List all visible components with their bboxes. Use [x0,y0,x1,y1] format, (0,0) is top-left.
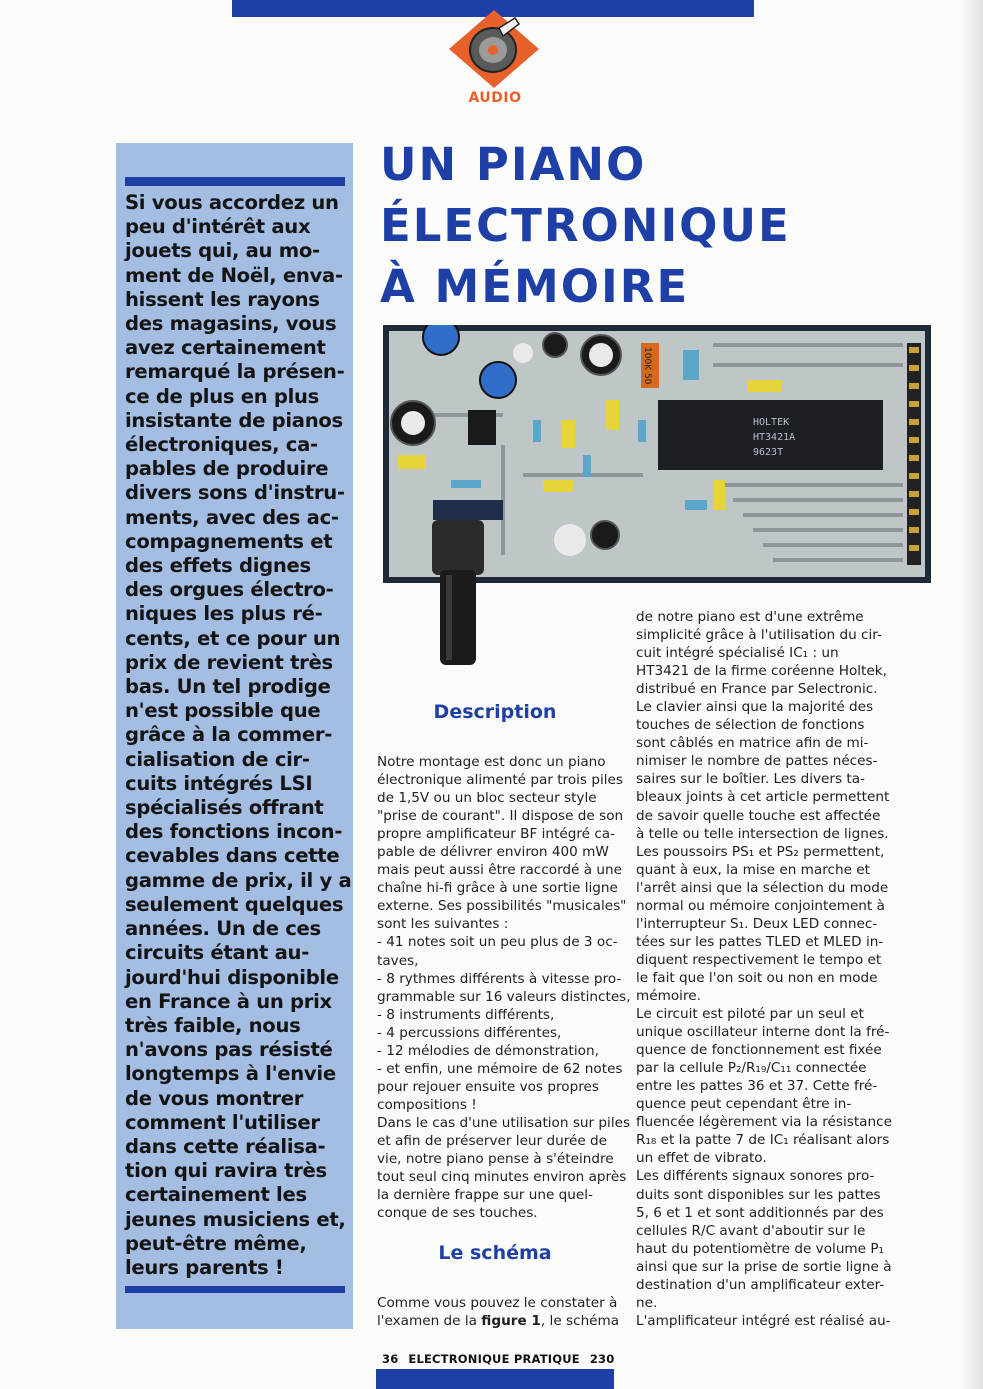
text-line: duits sont disponibles sur les pattes [636,1186,881,1203]
sidebar-rule-top [125,177,345,186]
text-line: Si vous accordez un [125,191,339,214]
text-line: cuits intégrés LSI [125,771,313,795]
text-line: en France à un prix [125,989,332,1013]
text-line: entre les pattes 36 et 37. Cette fré- [636,1078,878,1095]
text-line: jourd'hui disponible [125,965,339,989]
text-line: des orgues électro- [125,578,334,602]
text-line: des magasins, vous [125,312,337,336]
text-line: l'arrêt ainsi que la sélection du mode [636,879,889,896]
intro-text [125,191,352,1280]
text-line: Le clavier ainsi que la majorité des [636,699,874,716]
text-line: pables de produire [125,457,329,481]
text-line: seulement quelques [125,892,344,916]
text-line: cents, et ce pour un [125,626,341,650]
text-line: cevables dans cette [125,844,340,868]
text-line: par la cellule P₂/R₁₉/C₁₁ connectée [636,1060,867,1077]
text-line: prix de revient très [125,650,333,674]
text-line: certainement les [125,1183,307,1207]
text-line: années. Un de ces [125,917,321,941]
title-line: UN PIANO [380,138,647,191]
text-line: ainsi que sur la prise de sortie ligne à [636,1258,892,1275]
text-line: mémoire. [636,987,701,1004]
text-line: 5, 6 et 1 et sont additionnés par des [636,1204,884,1221]
chip-code: 9623T [753,447,784,458]
text-line: niques les plus ré- [125,602,323,626]
figure-reference: figure 1 [481,1313,541,1330]
text-line: bas. Un tel prodige [125,675,331,699]
article-title [380,134,791,317]
text-line: Notre montage est donc un piano [377,754,606,770]
text-line: jeunes musiciens et, [125,1207,346,1231]
text-line: L'amplificateur intégré est réalisé au- [636,1312,891,1329]
text-line: jouets qui, au mo- [125,239,320,263]
text-line: circuits étant au- [125,941,310,965]
text-line: cialisation de cir- [125,747,310,771]
text-line: ments, avec des ac- [125,505,339,529]
text-line: Le circuit est piloté par un seul et [636,1006,864,1023]
section-heading-description: Description [433,701,557,723]
text-line: - et enfin, une mémoire de 62 notes [377,1060,623,1077]
text-line: la dernière frappe sur une quel- [377,1187,593,1204]
text-line: tout seul cinq minutes environ après [377,1169,627,1186]
text-line: de 1,5V ou un bloc secteur style [377,790,597,807]
text-line: de vous montrer [125,1086,304,1110]
text-line: - 8 rythmes différents à vitesse pro- [377,970,622,987]
text-line: externe. Ses possibilités "musicales" [377,898,627,915]
text-line: chaîne hi-fi grâce à une sortie ligne [377,880,618,897]
text-line: de savoir quelle touche est affectée [636,807,881,824]
text-line: le fait que l'on soit ou non en mode [636,969,878,986]
chip-brand: HOLTEK [753,417,790,428]
text-line: électronique alimenté par trois piles [377,772,623,789]
text-line: haut du potentiomètre de volume P₁ [636,1240,885,1257]
text-line: tion qui ravira très [125,1159,327,1183]
issue-number: 230 [589,1352,615,1366]
text-line: longtemps à l'envie [125,1062,336,1086]
text-line: Dans le cas d'une utilisation sur piles [377,1114,631,1131]
text-line: spécialisés offrant [125,796,324,820]
text-line: Les poussoirs PS₁ et PS₂ permettent, [636,843,885,860]
text-line: dans cette réalisa- [125,1134,326,1158]
text-line: sont câblés en matrice afin de mi- [636,735,869,752]
text-line: - 41 notes soit un peu plus de 3 oc- [377,934,618,951]
bottom-color-bar [376,1369,614,1389]
text-line: ce de plus en plus [125,384,320,408]
text-line: taves, [377,952,419,969]
text-line: unique oscillateur interne dont la fré- [636,1024,890,1041]
text-line: fluencée légèrement via la résistance [636,1114,892,1131]
text-line: grâce à la commer- [125,723,333,747]
right-column-text [636,608,892,1330]
title-line: ÉLECTRONIQUE [380,199,791,252]
text-line: mais peut aussi être raccordé à une [377,862,622,879]
text-line: comment l'utiliser [125,1110,320,1134]
text-line: - 12 mélodies de démonstration, [377,1042,599,1059]
text-line: - 8 instruments différents, [377,1006,555,1023]
text-line: avez certainement [125,336,326,360]
section-heading-schema: Le schéma [438,1242,552,1264]
text-line: grammable sur 16 valeurs distinctes, [377,988,631,1005]
page-number: 36 [382,1352,399,1366]
text-line: tées sur les pattes TLED et MLED in- [636,933,884,950]
text-line: ne. [636,1294,658,1311]
text-line: Comme vous pouvez le constater à [377,1295,618,1311]
cd-disc-icon [449,10,539,88]
magazine-name: ELECTRONIQUE PRATIQUE [408,1352,580,1366]
page-footer [382,1352,614,1366]
text-line: ment de Noël, enva- [125,263,343,287]
text-line: HT3421 de la firme coréenne Holtek, [636,663,887,680]
resistor-label: 100K 50 [642,347,652,385]
text-line: sont les suivantes : [377,916,509,933]
text-line: leurs parents ! [125,1255,284,1279]
text-line: quant à eux, la mise en marche et [636,861,871,878]
title-line: À MÉMOIRE [380,260,690,313]
text-line: à telle ou telle intersection de lignes. [636,825,889,842]
text-line: propre amplificateur BF intégré ca- [377,826,616,843]
text-line: quence de fonctionnement est fixée [636,1042,882,1059]
text-line: cellules R/C avant d'aboutir sur le [636,1222,866,1239]
text-line: nimiser le nombre de pattes néces- [636,753,878,770]
text-line: insistante de pianos [125,408,343,432]
potentiometer-knob [430,520,486,670]
text-line: l'examen de la figure 1, le schéma [377,1313,620,1330]
text-line: saires sur le boîtier. Les divers ta- [636,771,865,788]
text-line: conque de ses touches. [377,1205,538,1222]
text-line: pable de délivrer environ 400 mW [377,844,609,861]
text-line: n'avons pas résisté [125,1038,333,1062]
text-line: cuit intégré spécialisé IC₁ : un [636,645,839,662]
text-line: distribué en France par Selectronic. [636,681,878,698]
category-label: AUDIO [468,90,522,106]
text-line: R₁₈ et la patte 7 de IC₁ réalisant alors [636,1132,890,1149]
text-line: l'interrupteur S₁. Deux LED connec- [636,915,878,932]
text-line: touches de sélection de fonctions [636,717,865,734]
text-line: remarqué la présen- [125,360,345,384]
text-line: bleaux joints à cet article permettent [636,789,890,806]
text-line: compagnements et [125,529,333,553]
text-line: des fonctions incon- [125,820,343,844]
text-line: peut-être même, [125,1231,307,1255]
text-line: divers sons d'instru- [125,481,345,505]
text-line: de notre piano est d'une extrême [636,609,864,625]
text-line: - 4 percussions différentes, [377,1024,562,1041]
text-line: vie, notre piano pense à s'éteindre [377,1151,614,1168]
chip-model: HT3421A [753,432,796,443]
text-line: n'est possible que [125,699,321,723]
text-line: diquent respectivement le tempo et [636,951,882,968]
text-line: peu d'intérêt aux [125,215,311,239]
description-text [377,753,631,1222]
text-line: électroniques, ca- [125,433,318,457]
text-line: pour rejouer ensuite vos propres [377,1078,599,1095]
text-line: destination d'un amplificateur exter- [636,1276,885,1293]
text-line: des effets dignes [125,554,311,578]
text-line: compositions ! [377,1096,477,1113]
schema-text [377,1294,620,1330]
sidebar-rule-bottom [125,1286,345,1293]
text-line: un effet de vibrato. [636,1150,767,1167]
text-line: "prise de courant". Il dispose de son [377,808,624,825]
page-gutter-shadow [961,0,983,1389]
text-line: normal ou mémoire conjointement à [636,897,885,914]
text-line: simplicité grâce à l'utilisation du cir- [636,627,882,644]
text-line: hissent les rayons [125,287,320,311]
text-line: et afin de préserver leur durée de [377,1132,608,1149]
text-line: très faible, nous [125,1013,301,1037]
text-line: gamme de prix, il y a [125,868,352,892]
text-line: Les différents signaux sonores pro- [636,1168,875,1185]
text-line: quence peut cependant être in- [636,1096,852,1113]
